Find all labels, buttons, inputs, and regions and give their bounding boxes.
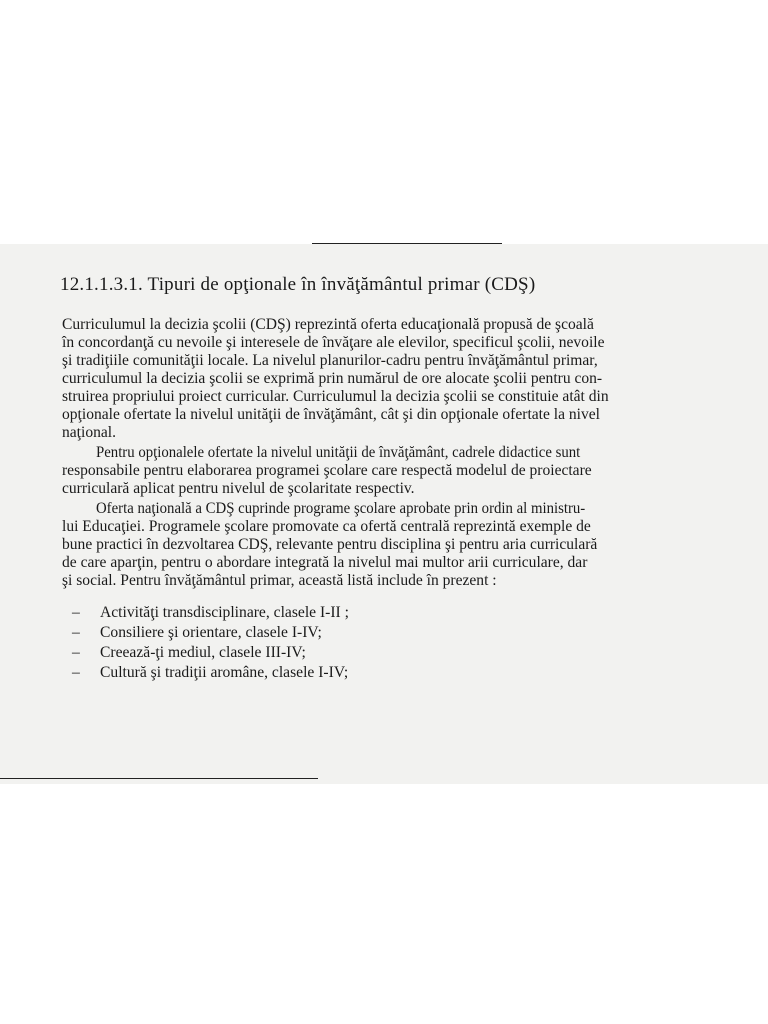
bullet-dash: – (72, 664, 80, 681)
list-item (72, 604, 572, 622)
paragraph-1-line-1: Curriculumul la decizia şcolii (CDŞ) reprezintă oferta educaţională propusă de şcoală (62, 316, 594, 333)
paragraph-1-line-6: opţionale ofertate la nivelul unităţii de învăţământ, cât şi din opţionale ofertate la nivel (62, 406, 600, 423)
paragraph-1-line-2: în concordanţă cu nevoile şi interesele de învăţare ale elevilor, specificul şcolii, nevoile (62, 334, 605, 351)
bottom-divider-rule (0, 778, 318, 779)
paragraph-1-line-4: curriculumul la decizia şcolii se exprimă prin numărul de ore alocate şcolii pentru con- (62, 370, 603, 387)
paragraph-2-line-1: Pentru opţionalele ofertate la nivelul unităţii de învăţământ, cadrele didactice sunt (96, 444, 581, 461)
list-item (72, 664, 572, 682)
paragraph-1-line-3: şi tradiţiile comunităţii locale. La nivelul planurilor-cadru pentru învăţământul primar, (62, 352, 598, 369)
list-item (72, 644, 572, 662)
paragraph-1-line-5: struirea propriului proiect curricular. Curriculumul la decizia şcolii se constituie atât din (62, 388, 609, 405)
paragraph-1-line-7: naţional. (62, 424, 116, 441)
paragraph-2-line-2: responsabile pentru elaborarea programei şcolare care respectă modelul de proiectare (62, 462, 592, 479)
paragraph-3-line-1: Oferta naţională a CDŞ cuprinde programe şcolare aprobate prin ordin al ministru- (96, 500, 586, 517)
list-item-text: Cultură şi tradiţii aromâne, clasele I-IV; (100, 664, 349, 681)
paragraph-3-line-2: lui Educaţiei. Programele şcolare promovate ca ofertă centrală reprezintă exemple de (62, 518, 591, 535)
list-item (72, 624, 572, 642)
list-item-text: Activităţi transdisciplinare, clasele I-II ; (100, 604, 349, 621)
bullet-dash: – (72, 624, 80, 641)
list-item-text: Creează-ţi mediul, clasele III-IV; (100, 644, 306, 661)
list-item-text: Consiliere şi orientare, clasele I-IV; (100, 624, 322, 641)
paragraph-2-line-3: curriculară aplicat pentru nivelul de şcolaritate respectiv. (62, 480, 415, 497)
paragraph-3-line-3: bune practici în dezvoltarea CDŞ, relevante pentru disciplina şi pentru aria curriculară (62, 536, 598, 553)
section-heading: 12.1.1.3.1. Tipuri de opţionale în învăţământul primar (CDŞ) (60, 274, 536, 295)
top-divider-rule (312, 243, 502, 244)
paragraph-3-line-4: de care aparţin, pentru o abordare integrată la nivelul mai multor arii curriculare, dar (62, 554, 588, 571)
paragraph-3-line-5: şi social. Pentru învăţământul primar, această listă include în prezent : (62, 572, 497, 589)
bullet-dash: – (72, 604, 80, 621)
bullet-dash: – (72, 644, 80, 661)
